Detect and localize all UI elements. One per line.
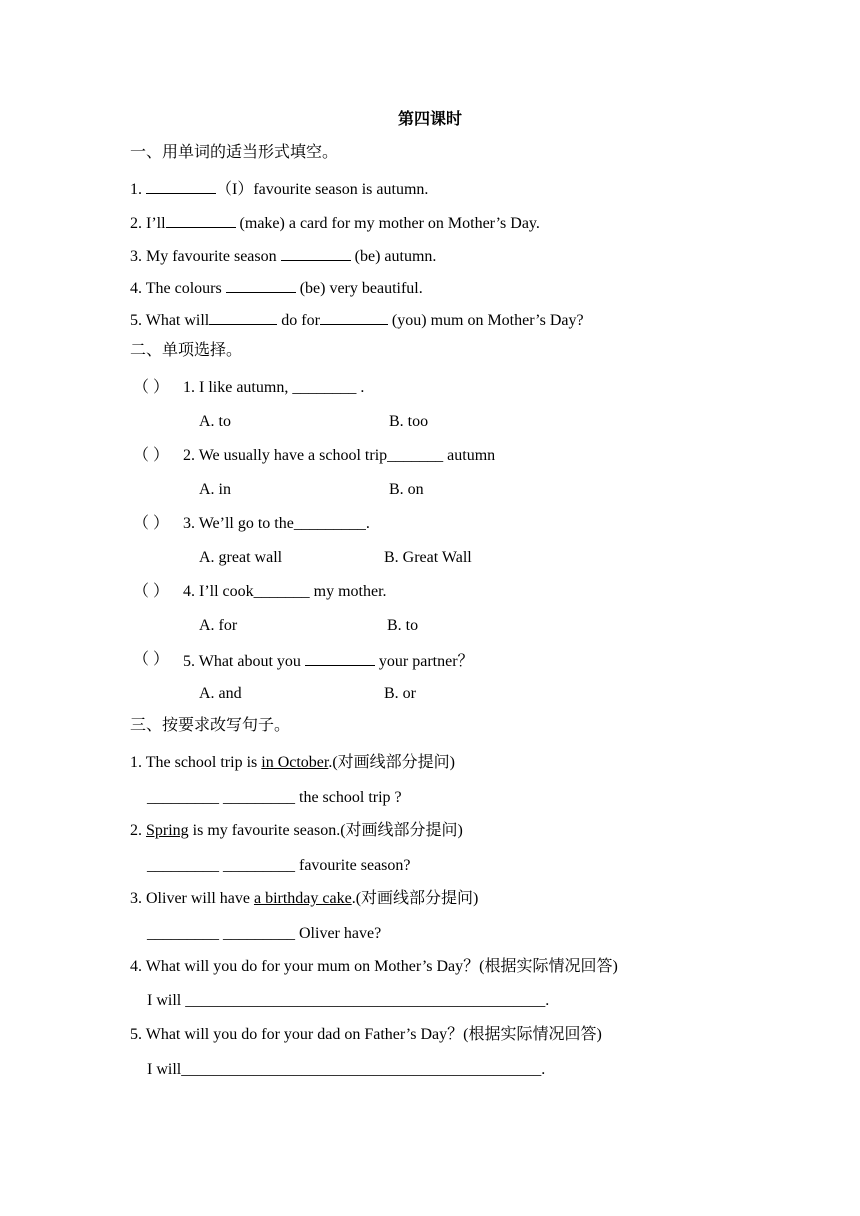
fill-question-5: 5. What will do for (you) mum on Mother’s Day? (130, 309, 584, 331)
option-b[interactable]: B. or (384, 685, 416, 702)
answer-blank[interactable] (305, 650, 375, 666)
choice-question-3: 3. We’ll go to the_________. (183, 515, 370, 532)
rewrite-answer-1[interactable]: _________ _________ the school trip ? (147, 789, 402, 806)
choice-question-4: 4. I’ll cook_______ my mother. (183, 583, 387, 600)
fill-question-4: 4. The colours (be) very beautiful. (130, 277, 423, 299)
answer-blank[interactable] (209, 309, 277, 325)
choice-question-5: 5. What about you your partner？ (183, 650, 474, 672)
option-a[interactable]: A. and (199, 685, 242, 702)
option-a[interactable]: A. for (199, 617, 238, 634)
answer-blank[interactable] (146, 178, 216, 194)
option-a[interactable]: A. to (199, 413, 231, 430)
section-heading-2: 二、单项选择。 (130, 342, 243, 359)
rewrite-answer-4[interactable]: I will _____________________________________________. (147, 992, 550, 1009)
rewrite-question-3: 3. Oliver will have a birthday cake.(对画线部分提问) (130, 890, 479, 907)
answer-paren[interactable]: （ ） (133, 651, 170, 668)
answer-paren[interactable]: （ ） (133, 583, 170, 600)
rewrite-answer-2[interactable]: _________ _________ favourite season? (147, 857, 411, 874)
option-b[interactable]: B. too (389, 413, 429, 430)
answer-paren[interactable]: （ ） (133, 379, 170, 396)
section-heading-3: 三、按要求改写句子。 (130, 717, 291, 734)
answer-paren[interactable]: （ ） (133, 515, 170, 532)
rewrite-answer-3[interactable]: _________ _________ Oliver have? (147, 925, 382, 942)
answer-blank[interactable] (166, 212, 236, 228)
answer-blank[interactable] (281, 245, 351, 261)
rewrite-answer-5[interactable]: I will_____________________________________________. (147, 1061, 546, 1078)
fill-question-2: 2. I’ll (make) a card for my mother on Mother’s Day. (130, 212, 540, 234)
option-a[interactable]: A. great wall (199, 549, 283, 566)
rewrite-question-1: 1. The school trip is in October.(对画线部分提问) (130, 754, 456, 771)
section-heading-1: 一、用单词的适当形式填空。 (130, 144, 339, 161)
underlined-phrase: a birthday cake (253, 890, 352, 907)
option-b[interactable]: B. Great Wall (384, 549, 472, 566)
rewrite-question-5: 5. What will you do for your dad on Father’s Day？(根据实际情况回答) (130, 1026, 602, 1043)
option-a[interactable]: A. in (199, 481, 231, 498)
choice-question-1: 1. I like autumn, ________ . (183, 379, 365, 396)
choice-question-2: 2. We usually have a school trip_______ autumn (183, 447, 496, 464)
underlined-phrase: Spring (146, 822, 189, 839)
option-b[interactable]: B. to (387, 617, 419, 634)
answer-blank[interactable] (226, 277, 296, 293)
underlined-phrase: in October (261, 754, 329, 771)
answer-blank[interactable] (320, 309, 388, 325)
fill-question-3: 3. My favourite season (be) autumn. (130, 245, 436, 267)
fill-question-1: 1. （I）favourite season is autumn. (130, 178, 428, 200)
page-title: 第四课时 (397, 111, 462, 128)
rewrite-question-4: 4. What will you do for your mum on Mother’s Day？(根据实际情况回答) (130, 958, 618, 975)
answer-paren[interactable]: （ ） (133, 447, 170, 464)
rewrite-question-2: 2. Spring is my favourite season.(对画线部分提问) (130, 822, 463, 839)
option-b[interactable]: B. on (389, 481, 424, 498)
